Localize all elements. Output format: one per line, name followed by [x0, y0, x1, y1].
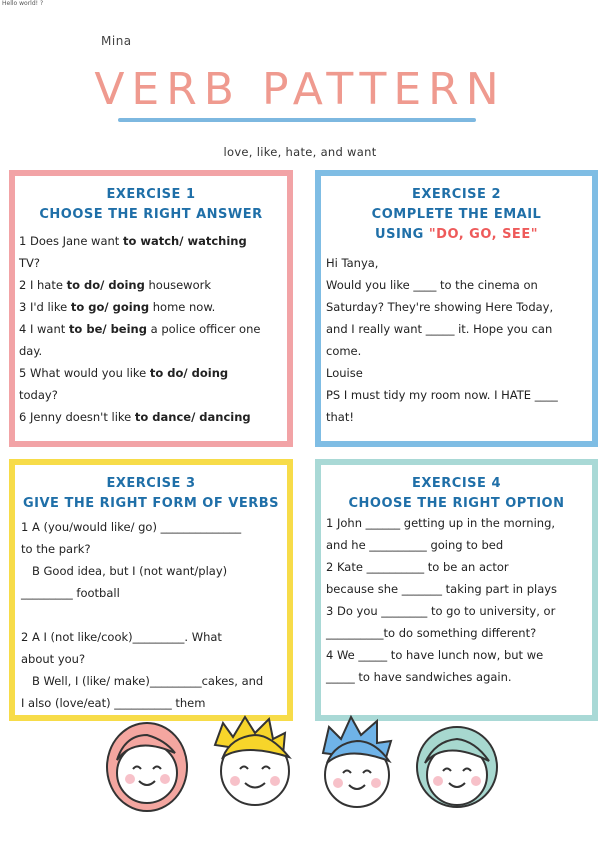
page-title: VERB PATTERN [94, 64, 506, 115]
question-text: home now. [149, 300, 216, 314]
exercise-2-email [326, 252, 594, 428]
exercise-3-line: I also (love/eat) __________ them [21, 696, 206, 710]
exercise-1-line [19, 274, 289, 296]
exercise-3-line: 2 A I (not like/cook)_________. What [21, 630, 222, 644]
exercise-3-line: B Well, I (like/ make)_________cakes, and [21, 674, 264, 688]
title-underline [118, 118, 476, 122]
question-text: 4 I want [19, 322, 69, 336]
exercise-2-number: EXERCISE 2 [412, 187, 501, 202]
exercise-4-heading [321, 474, 592, 514]
exercise-3-heading [15, 474, 287, 514]
yellow-hair-kid-icon [215, 717, 289, 805]
question-text: 3 I'd like [19, 300, 71, 314]
answer-options: to dance/ dancing [134, 410, 251, 424]
pink-hair-kid-icon [107, 723, 187, 811]
exercise-3-number: EXERCISE 3 [106, 476, 196, 491]
exercise-3-line: B Good idea, but I (not want/play) [21, 564, 228, 578]
exercise-1-line [19, 362, 289, 384]
exercise-1-line [19, 406, 289, 428]
email-line: Saturday? They're showing Here Today, [326, 300, 554, 314]
answer-options: to watch/ watching [122, 234, 247, 248]
exercise-4-line: 2 Kate __________ to be an actor [326, 560, 509, 574]
question-text: a police officer one [146, 322, 261, 336]
exercise-3-line: _________ football [21, 586, 120, 600]
question-text: 5 What would you like [19, 366, 150, 380]
exercise-1-instruction: CHOOSE THE RIGHT ANSWER [39, 207, 263, 222]
exercise-3-line [21, 604, 291, 626]
page-subtitle: love, like, hate, and want [223, 145, 377, 159]
exercise-1-line [19, 296, 289, 318]
question-text: 6 Jenny doesn't like [19, 410, 135, 424]
email-line: Hi Tanya, [326, 256, 379, 270]
answer-options: to be/ being [68, 322, 147, 336]
question-text: housework [144, 278, 212, 292]
exercise-4-line: because she _______ taking part in plays [326, 582, 558, 596]
blue-hair-kid-icon [323, 717, 391, 807]
kids-faces-illustration [95, 705, 515, 815]
question-text: 1 Does Jane want [19, 234, 123, 248]
answer-options: to go/ going [70, 300, 150, 314]
exercise-1-line [19, 318, 289, 340]
exercise-2-instruction: COMPLETE THE EMAIL [371, 207, 542, 222]
exercise-3-line: about you? [21, 652, 86, 666]
email-line: and I really want _____ it. Hope you can [326, 322, 553, 336]
answer-options: to do/ doing [149, 366, 229, 380]
exercise-1-line [19, 340, 289, 362]
teal-hair-kid-icon [417, 727, 497, 807]
email-line: Would you like ____ to the cinema on [326, 278, 538, 292]
exercise-2-heading [321, 185, 592, 245]
exercise-3-line: 1 A (you/would like/ go) ______________ [21, 520, 242, 534]
exercise-1-heading [15, 185, 287, 225]
exercise-4-number: EXERCISE 4 [412, 476, 501, 491]
exercise-1-number: EXERCISE 1 [106, 187, 196, 202]
exercise-4-line: _____ to have sandwiches again. [326, 670, 512, 684]
question-text: day. [19, 344, 43, 358]
exercise-4-line: 3 Do you ________ to go to university, or [326, 604, 556, 618]
exercise-4-instruction: CHOOSE THE RIGHT OPTION [348, 496, 565, 511]
question-text: 2 I hate [19, 278, 67, 292]
exercise-1-line [19, 384, 289, 406]
exercise-3-instruction: GIVE THE RIGHT FORM OF VERBS [22, 496, 279, 511]
tiny-text: Hello world! ? [2, 0, 44, 7]
exercise-1-items [19, 230, 289, 428]
exercise-1-line [19, 230, 289, 252]
email-line: come. [326, 344, 362, 358]
email-line: PS I must tidy my room now. I HATE ____ [326, 388, 558, 402]
answer-options: to do/ doing [66, 278, 145, 292]
question-text: today? [19, 388, 58, 402]
exercise-2-using: USING [375, 227, 429, 242]
exercise-4-line: __________to do something different? [326, 626, 537, 640]
exercise-4-items [326, 512, 596, 688]
exercise-4-line: 1 John ______ getting up in the morning, [326, 516, 556, 530]
exercise-1-line [19, 252, 289, 274]
exercise-2-verbs: "DO, GO, SEE" [428, 227, 538, 242]
exercise-4-line: 4 We _____ to have lunch now, but we [326, 648, 544, 662]
question-text: TV? [19, 256, 40, 270]
exercise-4-line: and he __________ going to bed [326, 538, 504, 552]
exercise-2-instruction-words [321, 225, 592, 245]
email-line: Louise [326, 366, 363, 380]
exercise-3-items [21, 516, 291, 714]
email-line: that! [326, 410, 354, 424]
student-name: Mina [101, 34, 132, 48]
exercise-3-line: to the park? [21, 542, 91, 556]
